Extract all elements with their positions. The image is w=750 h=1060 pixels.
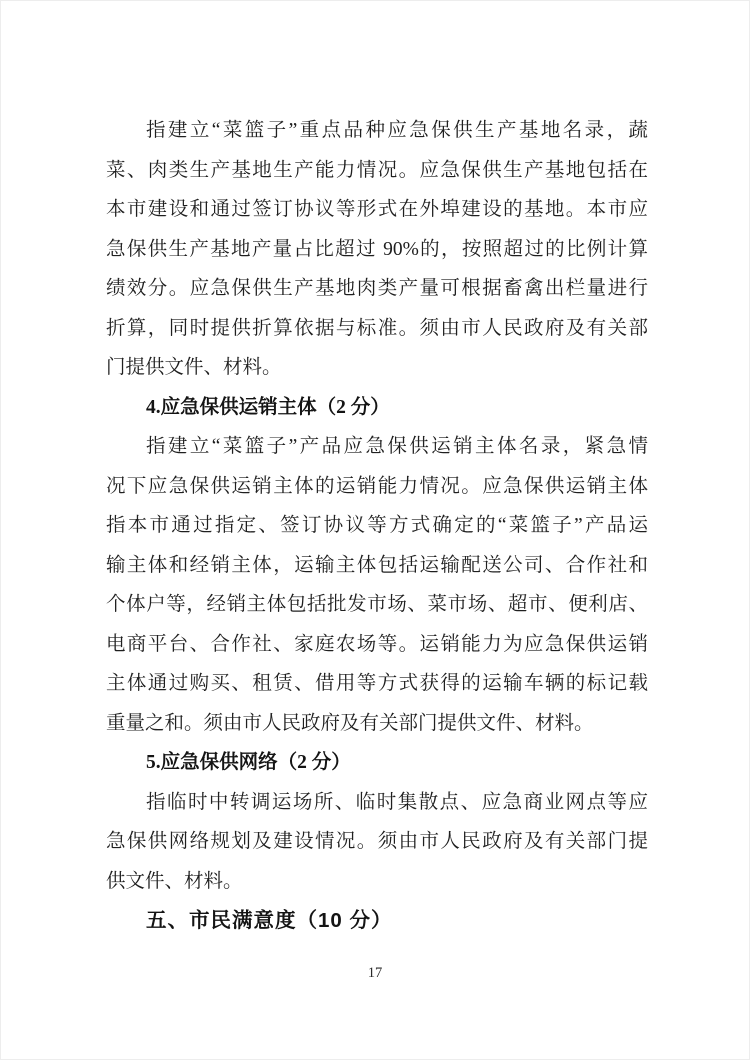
paragraph-line: 指本市通过指定、签订协议等方式确定的“菜篮子”产品运 — [106, 515, 648, 536]
paragraph-line: 急保供网络规划及建设情况。须由市人民政府及有关部门提 — [106, 831, 648, 852]
paragraph-line: 重量之和。须由市人民政府及有关部门提供文件、材料。 — [106, 712, 594, 734]
paragraph-line: 本市建设和通过签订协议等形式在外埠建设的基地。本市应 — [106, 199, 648, 220]
page-number: 17 — [367, 965, 383, 981]
paragraph-line: 门提供文件、材料。 — [106, 357, 282, 378]
paragraph-line: 况下应急保供运销主体的运销能力情况。应急保供运销主体 — [106, 475, 648, 497]
subheading-emergency-supply-transport: 4.应急保供运销主体（2 分） — [146, 396, 390, 418]
paragraph-line: 指建立“菜篮子”产品应急保供运销主体名录，紧急情 — [146, 436, 648, 457]
paragraph-line: 电商平台、合作社、家庭农场等。运销能力为应急保供运销 — [106, 633, 648, 655]
subheading-emergency-supply-network: 5.应急保供网络（2 分） — [146, 752, 351, 773]
paragraph-line: 菜、肉类生产基地生产能力情况。应急保供生产基地包括在 — [106, 159, 648, 181]
paragraph-line: 主体通过购买、租赁、借用等方式获得的运输车辆的标记载 — [106, 673, 648, 694]
paragraph-line: 绩效分。应急保供生产基地肉类产量可根据畜禽出栏量进行 — [106, 278, 648, 299]
paragraph-line: 供文件、材料。 — [106, 870, 243, 892]
paragraph-line: 输主体和经销主体，运输主体包括运输配送公司、合作社和 — [106, 554, 648, 576]
paragraph-line: 折算，同时提供折算依据与标准。须由市人民政府及有关部 — [106, 317, 648, 339]
paragraph-line: 指临时中转调运场所、临时集散点、应急商业网点等应 — [146, 791, 648, 813]
paragraph-line: 指建立“菜篮子”重点品种应急保供生产基地名录，蔬 — [146, 120, 648, 141]
paragraph-line: 个体户等，经销主体包括批发市场、菜市场、超市、便利店、 — [106, 594, 648, 615]
section-heading-citizen-satisfaction: 五、市民满意度（10 分） — [146, 909, 393, 932]
document-body — [106, 111, 648, 941]
paragraph-line: 急保供生产基地产量占比超过 90%的，按照超过的比例计算 — [106, 238, 648, 260]
